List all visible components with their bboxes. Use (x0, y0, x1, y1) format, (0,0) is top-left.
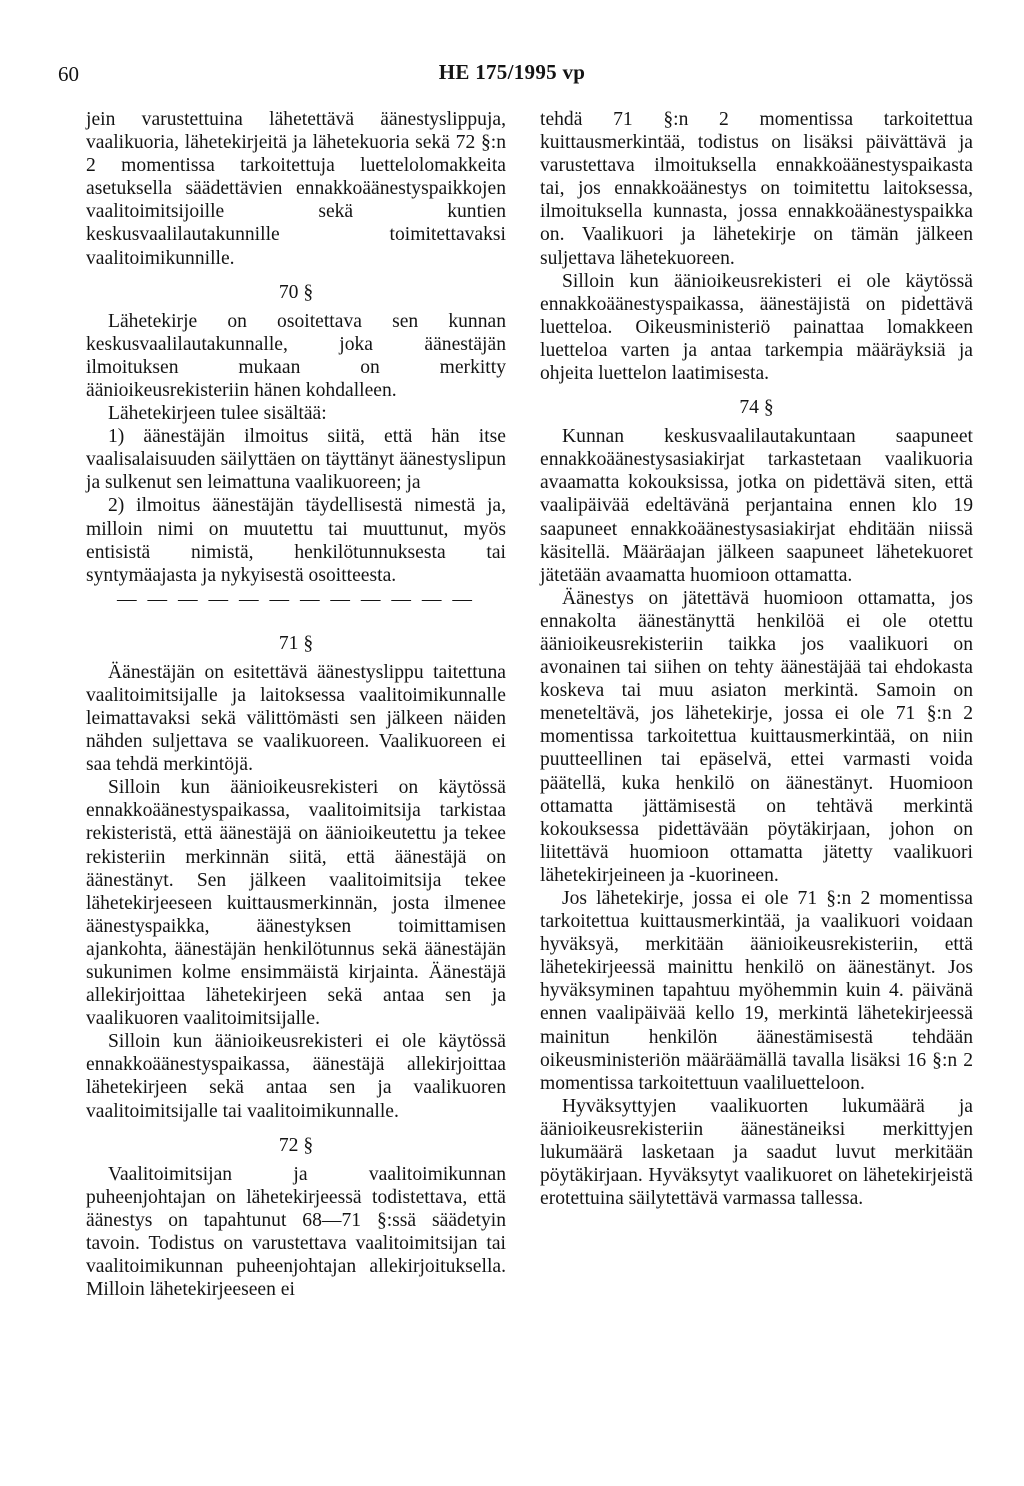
paragraph: Kunnan keskusvaalilautakuntaan saapuneet ennakkoäänestysasiakirjat tarkastetaan vaalikuoria avaamatta kokouksissa, jotka on pidettävä siten, että vaalipäivää edeltävänä perjantaina ennen klo 19 saapuneet ennakkoäänestysasiakirjat ehditään niissä käsitellä. Määräajan jälkeen saapuneet lähetekuoret jätetään avaamatta huomioon ottamatta. (540, 426, 973, 586)
section-heading-70: 70 § (278, 281, 314, 303)
page-number: 60 (58, 62, 79, 86)
right-column (540, 108, 973, 1210)
paragraph: Hyväksyttyjen vaalikuorten lukumäärä ja äänioikeusrekisteriin äänestäneiksi merkittyjen lukumäärä lasketaan ja saadut luvut merkitään pöytäkirjaan. Hyväksytyt vaalikuoret on lähetekirjeistä erotettuina säilytettävä varmassa tallessa. (540, 1095, 973, 1210)
paragraph: Jos lähetekirje, jossa ei ole 71 §:n 2 momentissa tarkoitettua kuittausmerkintää, ja vaalikuori voidaan hyväksyä, merkitään äänioikeusrekisteriin, että lähetekirjeessä mainittu henkilö on äänestänyt. Jos hyväksyminen tapahtuu myöhemmin kuin 4. päivänä ennen vaalipäivää kello 19, merkintä lähetekirjeessä mainitun henkilön äänestämisestä tehdään oikeusministeriön määräämällä tavalla lisäksi 16 §:n 2 momentissa tarkoitettuun vaaliluetteloon. (540, 888, 973, 1094)
running-head: HE 175/1995 vp (438, 60, 586, 84)
paragraph: Äänestäjän on esitettävä äänestyslippu taitettuna vaalitoimitsijalle ja laitoksessa vaalitoimikunnalle leimattavaksi sekä välittömästi sen jälkeen näiden nähden suljettava se vaalikuoreen. Vaalikuoreen ei saa tehdä merkintöjä. (86, 661, 506, 776)
paragraph: tehdä 71 §:n 2 momentissa tarkoitettua kuittausmerkintää, todistus on lisäksi päivättävä ja varustettava ilmoituksella ennakkoäänestyspaikasta tai, jos ennakkoäänestys on toimitettu laitoksessa, ilmoituksella kunnasta, jossa ennakkoäänestyspaikka on. Vaalikuori ja lähetekirje on tämän jälkeen suljettava lähetekuoreen. (540, 109, 973, 269)
section-heading-71: 71 § (278, 632, 314, 654)
paragraph: Äänestys on jätettävä huomioon ottamatta, jos ennakolta äänestänyttä henkilöä ei ole otettu äänioikeusrekisteriin taikka jos vaalikuori on avonainen tai siihen on tehty äänestäjää tai ehdokasta koskeva tai muu asiaton merkintä. Samoin on meneteltävä, jos lähetekirje, jossa ei ole 71 §:n 2 momentissa tarkoitettua kuittausmerkintää, on niin puutteellinen tai epäselvä, ettei varmasti voida päätellä, kuka henkilö on äänestänyt. Huomioon ottamatta jättämisestä on tehtävä merkintä kokouksessa pidettävään pöytäkirjaan, johon on liitettävä huomioon ottamatta jätetty vaalikuori lähetekirjeineen ja -kuorineen. (540, 587, 973, 886)
list-item: 2) ilmoitus äänestäjän täydellisestä nimestä ja, milloin nimi on muutettu tai muuttunut, myös entisistä nimistä, henkilötunnuksesta tai syntymäajasta ja nykyisestä osoitteesta. (86, 495, 506, 586)
list-item: 1) äänestäjän ilmoitus siitä, että hän itse vaalisalaisuuden säilyttäen on täyttänyt äänestyslipun ja sulkenut sen leimattuna vaalikuoreen; ja (86, 426, 506, 494)
paragraph: Lähetekirje on osoitettava sen kunnan keskusvaalilautakunnalle, joka äänestäjän ilmoituksen mukaan on merkitty äänioikeusrekisteriin hänen kohdalleen. (86, 310, 506, 401)
paragraph: Silloin kun äänioikeusrekisteri ei ole käytössä ennakkoäänestyspaikassa, äänestäjä allekirjoittaa lähetekirjeen sekä antaa sen ja vaalikuoren vaalitoimitsijalle tai vaalitoimikunnalle. (86, 1031, 506, 1122)
section-heading-72: 72 § (278, 1134, 314, 1156)
paragraph: Silloin kun äänioikeusrekisteri ei ole käytössä ennakkoäänestyspaikassa, äänestäjistä on pidettävä luetteloa. Oikeusministeriö painattaa lomakkeen luetteloa varten ja antaa tarkempia määräyksiä ja ohjeita luettelon laatimisesta. (540, 270, 973, 385)
paragraph: jein varustettuina lähetettävä äänestyslippuja, vaalikuoria, lähetekirjeitä ja lähetekuoria sekä 72 §:n 2 momentissa tarkoitettuja luettelolomakkeita asetuksella säädettävien ennakkoäänestyspaikkojen vaalitoimitsijoille sekä kuntien keskusvaalilautakunnille toimitettavaksi vaalitoimikunnille. (86, 109, 506, 269)
paragraph: Vaalitoimitsijan ja vaalitoimikunnan puheenjohtajan on lähetekirjeessä todistettava, että äänestys on tapahtunut 68—71 §:ssä säädetyin tavoin. Todistus on varustettava vaalitoimitsijan tai vaalitoimikunnan puheenjohtajan allekirjoituksella. Milloin lähetekirjeeseen ei (86, 1163, 506, 1301)
paragraph: Silloin kun äänioikeusrekisteri on käytössä ennakkoäänestyspaikassa, vaalitoimitsija tarkistaa rekisteristä, että äänestäjä on äänioikeutettu ja tekee rekisteriin merkinnän siitä, että äänestäjä on äänestänyt. Sen jälkeen vaalitoimitsija tekee lähetekirjeeseen kuittausmerkinnän, josta ilmenee äänestyspaikka, äänestyksen toimittamisen ajankohta, äänestäjän henkilötunnus sekä äänestäjän sukunimen kolme ensimmäistä kirjainta. Äänestäjä allekirjoittaa lähetekirjeen sekä antaa sen ja vaalikuoren vaalitoimitsijalle. (86, 777, 506, 1030)
omission-separator: — — — — — — — — — — — — (116, 588, 475, 610)
left-column (86, 108, 506, 1301)
paragraph: Lähetekirjeen tulee sisältää: (108, 403, 327, 425)
section-heading-74: 74 § (739, 397, 774, 419)
